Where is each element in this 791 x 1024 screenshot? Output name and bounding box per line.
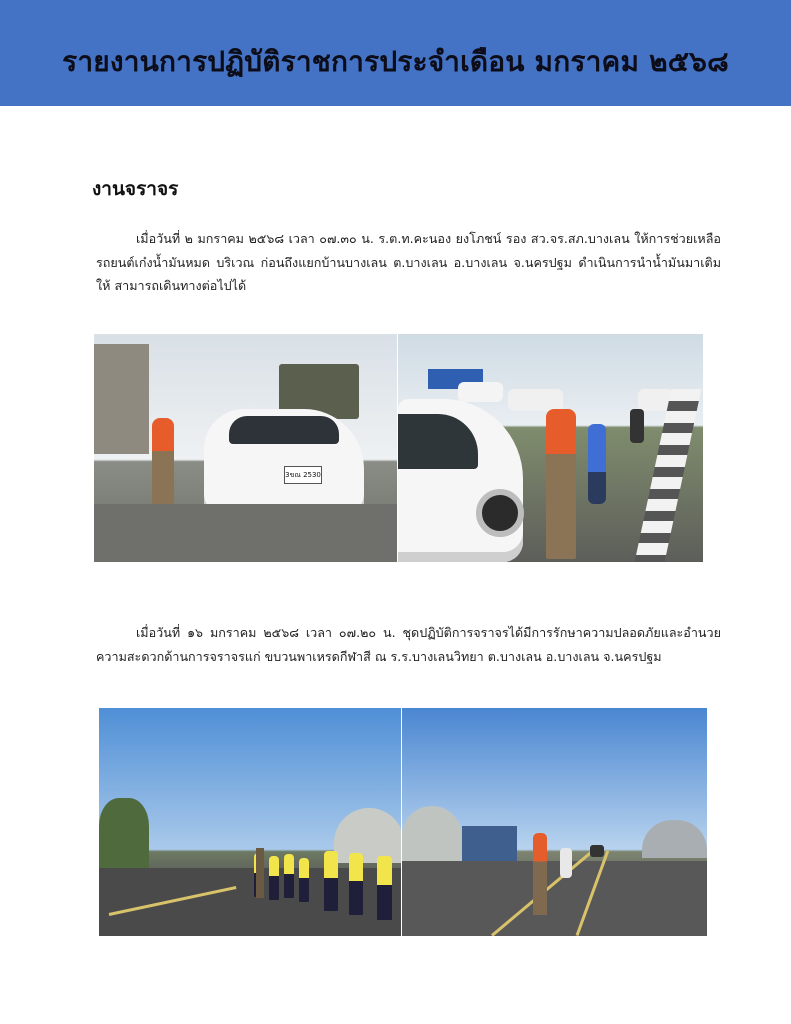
paragraph-1: เมื่อวันที่ ๒ มกราคม ๒๕๖๘ เวลา ๐๗.๓๐ น. ร.ต.ท.คะนอง ยงโภชน์ รอง สว.จร.สภ.บางเลน ให้การช่วยเหลือ รถยนต์เก๋งน้ำมันหมด บริเวณ ก่อนถึงแยกบ้านบางเลน ต.บางเลน อ.บางเลน จ.นครปฐม ดำเนินการนำน้ำมันมาเติมให้ สามารถเดินทางต่อไปได้ (96, 231, 721, 293)
report-title: รายงานการปฏิบัติราชการประจำเดือน มกราคม ๒๕๖๘ (62, 45, 729, 78)
photo-fuel-assist-left (94, 334, 397, 562)
photo-parade-left (99, 708, 401, 936)
section-title: งานจราจร (92, 178, 179, 200)
traffic-officer (533, 833, 547, 915)
report-header (0, 0, 791, 106)
paragraph-2: เมื่อวันที่ ๑๖ มกราคม ๒๕๖๘ เวลา ๐๗.๒๐ น. ชุดปฏิบัติการจราจรได้มีการรักษาความปลอดภัยและอำนวยความสะดวกด้านการจราจรแก่ ขบวนพาเหรดกีฬาสี ณ ร.ร.บางเลนวิทยา ต.บางเลน อ.บางเลน จ.นครปฐม (96, 625, 721, 664)
photo-parade-right (402, 708, 707, 936)
license-plate: 3ขณ 2530 (284, 466, 322, 484)
photo-fuel-assist-right (398, 334, 703, 562)
